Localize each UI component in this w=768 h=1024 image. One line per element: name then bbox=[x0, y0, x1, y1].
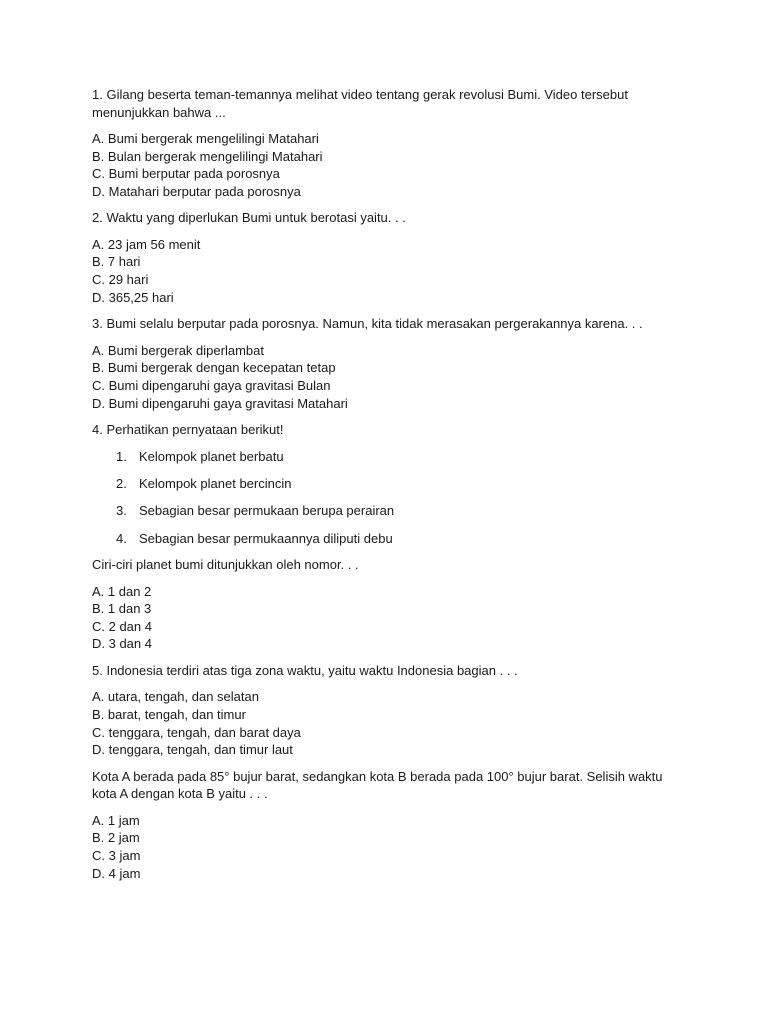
statement-text: Kelompok planet berbatu bbox=[139, 448, 284, 464]
question-1-option-b: B. Bulan bergerak mengelilingi Matahari bbox=[92, 148, 323, 164]
question-1-option-a: A. Bumi bergerak mengelilingi Matahari bbox=[92, 131, 319, 146]
question-6-option-c: C. 3 jam bbox=[92, 847, 141, 863]
statement-number: 2. bbox=[116, 475, 127, 491]
question-1-text: 1. Gilang beserta teman-temannya melihat video tentang gerak revolusi Bumi. Video tersebut menunjukkan bahwa ... bbox=[92, 87, 628, 120]
statement-item bbox=[92, 502, 672, 520]
statement-item bbox=[92, 448, 672, 466]
question-1-options bbox=[92, 130, 672, 200]
question-4-option-c: C. 2 dan 4 bbox=[92, 618, 152, 634]
question-4-option-b: B. 1 dan 3 bbox=[92, 601, 152, 617]
question-2-option-a: A. 23 jam 56 menit bbox=[92, 236, 201, 252]
statement-text: Sebagian besar permukaannya diliputi debu bbox=[139, 530, 393, 546]
question-4-option-d: D. 3 dan 4 bbox=[92, 636, 152, 652]
question-5-option-b: B. barat, tengah, dan timur bbox=[92, 706, 246, 722]
question-4-followup: Ciri-ciri planet bumi ditunjukkan oleh nomor. . . bbox=[92, 557, 359, 573]
question-2-option-d: D. 365,25 hari bbox=[92, 289, 174, 305]
question-3-option-a: A. Bumi bergerak diperlambat bbox=[92, 342, 264, 358]
question-6-option-d: D. 4 jam bbox=[92, 865, 141, 881]
statement-text: Sebagian besar permukaan berupa perairan bbox=[139, 503, 395, 519]
document-page bbox=[92, 86, 672, 891]
question-3-text: 3. Bumi selalu berputar pada porosnya. Namun, kita tidak merasakan pergerakannya karena. . . bbox=[92, 316, 643, 332]
question-6-text: Kota A berada pada 85° bujur barat, sedangkan kota B berada pada 100° bujur barat. Selisih waktu kota A dengan kota B yaitu . . . bbox=[92, 768, 663, 802]
question-2-option-b: B. 7 hari bbox=[92, 254, 141, 270]
question-3-option-b: B. Bumi bergerak dengan kecepatan tetap bbox=[92, 360, 336, 376]
question-3-options bbox=[92, 342, 672, 412]
statement-number: 4. bbox=[116, 530, 127, 546]
question-4-option-a: A. 1 dan 2 bbox=[92, 583, 152, 599]
question-6-option-b: B. 2 jam bbox=[92, 830, 140, 846]
question-6-option-a: A. 1 jam bbox=[92, 812, 140, 828]
question-2-options bbox=[92, 236, 672, 306]
question-3-option-c: C. Bumi dipengaruhi gaya gravitasi Bulan bbox=[92, 377, 331, 393]
question-1-option-d: D. Matahari berputar pada porosnya bbox=[92, 183, 301, 199]
question-4-statements bbox=[92, 448, 672, 547]
question-5-text: 5. Indonesia terdiri atas tiga zona waktu, yaitu waktu Indonesia bagian . . . bbox=[92, 662, 518, 678]
question-2-option-c: C. 29 hari bbox=[92, 272, 149, 288]
question-4-options bbox=[92, 583, 672, 653]
statement-number: 3. bbox=[116, 503, 127, 519]
question-6-options bbox=[92, 812, 672, 882]
question-2-text: 2. Waktu yang diperlukan Bumi untuk berotasi yaitu. . . bbox=[92, 210, 406, 226]
question-5-option-a: A. utara, tengah, dan selatan bbox=[92, 689, 259, 705]
question-1-option-c: C. Bumi berputar pada porosnya bbox=[92, 166, 280, 182]
question-5-option-d: D. tenggara, tengah, dan timur laut bbox=[92, 742, 293, 758]
question-5-options bbox=[92, 688, 672, 758]
statement-text: Kelompok planet bercincin bbox=[139, 475, 292, 491]
statement-item bbox=[92, 530, 672, 548]
statement-number: 1. bbox=[116, 448, 127, 464]
question-3-option-d: D. Bumi dipengaruhi gaya gravitasi Matahari bbox=[92, 395, 348, 411]
question-4-text: 4. Perhatikan pernyataan berikut! bbox=[92, 422, 284, 438]
question-5-option-c: C. tenggara, tengah, dan barat daya bbox=[92, 724, 301, 740]
statement-item bbox=[92, 475, 672, 493]
